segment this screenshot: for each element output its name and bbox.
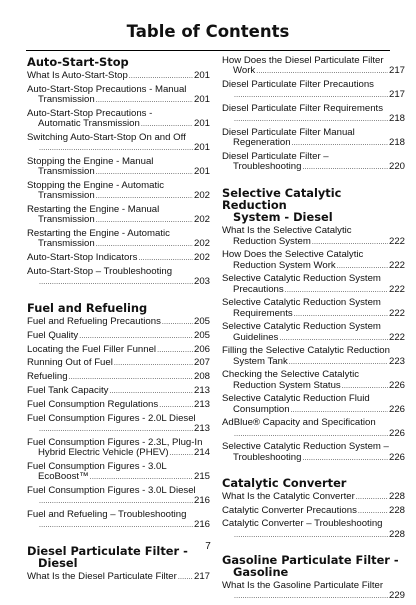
entry-page-number: 201 — [193, 118, 210, 129]
entry-page-number: 218 — [388, 137, 405, 149]
section-heading-line: Gasoline — [233, 564, 289, 579]
toc-entry[interactable] — [27, 267, 210, 288]
entry-leader-row — [27, 448, 210, 459]
entry-title-line: Auto-Start-Stop Precautions - — [27, 107, 153, 119]
section-heading-line: Catalytic Converter — [222, 475, 347, 490]
entry-title-line: Reduction System Work — [233, 259, 336, 271]
dot-leader — [69, 373, 193, 383]
entry-leader-row — [27, 239, 210, 250]
entry-title-line: System Tank — [233, 355, 288, 367]
entry-leader-row — [27, 253, 210, 264]
toc-entry[interactable] — [222, 80, 405, 101]
dot-leader — [39, 425, 193, 435]
dot-leader — [234, 91, 388, 101]
entry-title-line: Troubleshooting — [233, 451, 302, 463]
entry-title-line: Restarting the Engine - Automatic — [27, 227, 170, 239]
entry-title-line: Locating the Fuel Filler Funnel — [27, 343, 157, 355]
entry-page-number: 217 — [388, 89, 405, 101]
entry-title-line: Diesel Particulate Filter – — [222, 151, 329, 162]
entry-page-number: 218 — [388, 113, 405, 125]
section-heading-line: Fuel and Refueling — [27, 301, 148, 315]
entry-leader-row — [27, 215, 210, 226]
dot-leader — [159, 401, 193, 411]
toc-entry[interactable] — [222, 346, 405, 367]
entry-leader-row — [222, 138, 405, 149]
entry-leader-row — [222, 114, 405, 125]
entry-title-line: Refueling — [27, 371, 68, 383]
entry-title-line: Fuel Consumption Figures - 2.3L, Plug-In — [27, 436, 203, 448]
entry-leader-row — [27, 71, 210, 82]
entry-page-number: 222 — [388, 283, 405, 295]
toc-entry[interactable] — [27, 438, 210, 459]
dot-leader — [170, 449, 193, 459]
toc-entry[interactable] — [222, 152, 405, 173]
toc-entry[interactable] — [27, 157, 210, 178]
entry-page-number: 229 — [388, 590, 405, 602]
entry-title-line: Work — [233, 65, 256, 77]
entry-title-line: Automatic Transmission — [38, 118, 140, 129]
entry-page-number: 202 — [193, 251, 210, 263]
entry-page-number: 203 — [193, 275, 210, 287]
dot-leader — [96, 216, 193, 226]
entry-page-number: 214 — [193, 446, 210, 458]
entry-leader-row — [27, 472, 210, 483]
entry-title-line: What Is the Diesel Particulate Filter — [27, 570, 177, 582]
entry-leader-row — [222, 357, 405, 368]
entry-page-number: 223 — [388, 355, 405, 367]
section-heading — [222, 477, 405, 489]
entry-leader-row — [27, 331, 210, 342]
toc-section — [222, 477, 405, 541]
entry-title-line: Diesel Particulate Filter Manual — [222, 127, 355, 138]
toc-entry[interactable] — [27, 253, 210, 264]
toc-entry[interactable] — [222, 418, 405, 439]
entry-title-line: Fuel Tank Capacity — [27, 384, 109, 396]
entry-title-line: Fuel Consumption Figures - 2.0L Diesel — [27, 412, 196, 424]
entry-leader-row — [222, 285, 405, 296]
entry-page-number: 222 — [388, 235, 405, 247]
entry-title-line: Filling the Selective Catalytic Reduction — [222, 345, 390, 357]
dot-leader — [234, 531, 388, 541]
dot-leader — [114, 359, 193, 369]
entry-page-number: 213 — [193, 398, 210, 410]
entry-page-number: 206 — [193, 343, 210, 355]
title-divider — [26, 50, 390, 51]
entry-title-line: Transmission — [38, 238, 95, 249]
entry-leader-row — [27, 400, 210, 411]
toc-entry[interactable] — [27, 331, 210, 342]
entry-title-line: Stopping the Engine - Manual — [27, 155, 154, 167]
entry-page-number: 226 — [388, 379, 405, 391]
entry-page-number: 222 — [388, 259, 405, 271]
entry-page-number: 226 — [388, 427, 405, 439]
entry-title-line: What Is Auto-Start-Stop — [27, 70, 128, 81]
toc-entry[interactable] — [222, 250, 405, 271]
dot-leader — [256, 67, 388, 77]
entry-leader-row — [222, 530, 405, 541]
toc-left-column — [27, 56, 210, 586]
entry-title-line: Reduction System — [233, 235, 311, 247]
entry-page-number: 213 — [193, 422, 210, 434]
dot-leader — [96, 240, 193, 250]
entry-title-line: Transmission — [38, 190, 95, 201]
entry-title-line: Stopping the Engine - Automatic — [27, 179, 165, 191]
entry-page-number: 201 — [193, 142, 210, 153]
entry-title-line: How Does the Diesel Particulate Filter — [222, 55, 384, 66]
entry-leader-row — [27, 95, 210, 106]
toc-entry[interactable] — [27, 205, 210, 226]
toc-entry[interactable] — [27, 400, 210, 411]
toc-entry[interactable] — [27, 181, 210, 202]
entry-page-number: 202 — [193, 190, 210, 201]
dot-leader — [157, 346, 193, 356]
entry-leader-row — [27, 191, 210, 202]
entry-page-number: 217 — [193, 570, 210, 582]
toc-entry[interactable] — [27, 386, 210, 397]
entry-leader-row — [27, 520, 210, 531]
entry-leader-row — [27, 119, 210, 130]
entry-title-line: Transmission — [38, 94, 95, 105]
entry-title-line: Fuel Quality — [27, 329, 79, 341]
section-heading — [27, 56, 210, 68]
dot-leader — [356, 493, 388, 503]
dot-leader — [302, 454, 388, 464]
entry-page-number: 208 — [193, 371, 210, 383]
dot-leader — [141, 120, 193, 130]
dot-leader — [109, 387, 193, 397]
toc-entry[interactable] — [222, 128, 405, 149]
toc-entry[interactable] — [222, 370, 405, 391]
entry-title-line: What Is the Catalytic Converter — [222, 490, 355, 502]
entry-title-line: Requirements — [233, 307, 293, 319]
section-heading-line: Diesel — [38, 555, 78, 570]
entry-page-number: 222 — [388, 331, 405, 343]
toc-entry[interactable] — [27, 229, 210, 250]
entry-leader-row — [222, 309, 405, 320]
entry-title-line: Fuel Consumption Regulations — [27, 398, 159, 410]
entry-title-line: Auto-Start-Stop – Troubleshooting — [27, 265, 173, 277]
entry-leader-row — [27, 424, 210, 435]
dot-leader — [39, 497, 193, 507]
entry-title-line: Fuel and Refueling – Troubleshooting — [27, 508, 187, 520]
entry-title-line: What Is the Gasoline Particulate Filter — [222, 579, 384, 591]
section-heading-line: Selective Catalytic Reduction — [222, 186, 342, 213]
dot-leader — [358, 507, 388, 517]
entry-title-line: Consumption — [233, 403, 290, 415]
entry-leader-row — [222, 506, 405, 517]
entry-title-line: Reduction System Status — [233, 379, 341, 391]
entry-page-number: 207 — [193, 357, 210, 369]
entry-page-number: 222 — [388, 307, 405, 319]
entry-title-line: Troubleshooting — [233, 161, 302, 173]
entry-page-number: 228 — [388, 528, 405, 540]
entry-leader-row — [27, 167, 210, 178]
entry-title-line: Selective Catalytic Reduction System — [222, 273, 381, 285]
entry-leader-row — [27, 345, 210, 356]
entry-title-line: Selective Catalytic Reduction System — [222, 297, 381, 309]
dot-leader — [312, 238, 388, 248]
entry-title-line: Catalytic Converter Precautions — [222, 504, 357, 516]
entry-leader-row — [222, 429, 405, 440]
entry-page-number: 205 — [193, 329, 210, 341]
section-heading-line: System - Diesel — [233, 210, 333, 225]
section-heading-line: Auto-Start-Stop — [27, 55, 129, 69]
toc-section — [222, 554, 405, 602]
entry-title-line: Diesel Particulate Filter Requirements — [222, 103, 384, 114]
toc-entry[interactable] — [222, 519, 405, 540]
entry-page-number: 202 — [193, 214, 210, 225]
dot-leader — [302, 163, 388, 173]
dot-leader — [129, 72, 193, 82]
dot-leader — [342, 382, 388, 392]
entry-page-number: 228 — [388, 490, 405, 502]
toc-entry[interactable] — [222, 274, 405, 295]
entry-title-line: Precautions — [233, 283, 284, 295]
toc-entry[interactable] — [222, 226, 405, 247]
entry-leader-row — [222, 492, 405, 503]
entry-page-number: 201 — [193, 94, 210, 105]
entry-page-number: 216 — [193, 518, 210, 530]
toc-entry[interactable] — [27, 486, 210, 507]
toc-entry[interactable] — [222, 104, 405, 125]
section-heading — [222, 187, 405, 223]
toc-entry[interactable] — [222, 581, 405, 602]
dot-leader — [285, 286, 388, 296]
toc-entry[interactable] — [222, 322, 405, 343]
entry-leader-row — [27, 386, 210, 397]
dot-leader — [294, 310, 388, 320]
entry-title-line: Guidelines — [233, 331, 279, 343]
entry-leader-row — [222, 261, 405, 272]
entry-page-number: 215 — [193, 470, 210, 482]
toc-entry[interactable] — [27, 71, 210, 82]
entry-leader-row — [222, 162, 405, 173]
entry-leader-row — [27, 317, 210, 328]
entry-page-number: 226 — [388, 403, 405, 415]
entry-title-line: Selective Catalytic Reduction System — [222, 321, 381, 333]
toc-entry[interactable] — [27, 510, 210, 531]
dot-leader — [234, 592, 388, 602]
entry-leader-row — [27, 496, 210, 507]
entry-title-line: Auto-Start-Stop Indicators — [27, 251, 138, 263]
toc-section — [222, 187, 405, 463]
entry-leader-row — [222, 453, 405, 464]
page-number: 7 — [205, 541, 211, 552]
toc-entry[interactable] — [27, 109, 210, 130]
entry-leader-row — [222, 405, 405, 416]
entry-page-number: 220 — [388, 161, 405, 173]
entry-leader-row — [27, 572, 210, 583]
page-title: Table of Contents — [126, 22, 290, 41]
toc-entry[interactable] — [222, 394, 405, 415]
entry-page-number: 217 — [388, 65, 405, 77]
entry-leader-row — [222, 237, 405, 248]
entry-page-number: 202 — [193, 238, 210, 249]
entry-title-line: Checking the Selective Catalytic — [222, 369, 360, 381]
entry-title-line: AdBlue® Capacity and Specification — [222, 417, 376, 429]
dot-leader — [96, 192, 193, 202]
entry-leader-row — [222, 90, 405, 101]
entry-page-number: 201 — [193, 166, 210, 177]
toc-entry[interactable] — [27, 572, 210, 583]
toc-entry[interactable] — [27, 317, 210, 328]
entry-title-line: EcoBoost™ — [38, 470, 89, 482]
section-heading-line: Gasoline Particulate Filter - — [222, 552, 399, 567]
entry-title-line: Selective Catalytic Reduction Fluid — [222, 393, 370, 405]
entry-title-line: What Is the Selective Catalytic — [222, 225, 352, 237]
entry-title-line: Transmission — [38, 166, 95, 177]
toc-entry[interactable] — [222, 506, 405, 517]
toc-entry[interactable] — [27, 462, 210, 483]
entry-leader-row — [27, 277, 210, 288]
dot-leader — [289, 358, 388, 368]
dot-leader — [96, 168, 193, 178]
dot-leader — [234, 430, 388, 440]
entry-title-line: Regeneration — [233, 137, 291, 149]
entry-title-line: Fuel Consumption Figures - 3.0L Diesel — [27, 484, 196, 496]
dot-leader — [90, 473, 193, 483]
dot-leader — [79, 332, 193, 342]
section-heading — [27, 302, 210, 314]
toc-entry[interactable] — [27, 133, 210, 154]
toc-entry[interactable] — [27, 372, 210, 383]
dot-leader — [291, 406, 388, 416]
entry-page-number: 201 — [193, 70, 210, 81]
entry-title-line: Running Out of Fuel — [27, 357, 113, 369]
toc-section — [27, 302, 210, 531]
toc-entry[interactable] — [222, 492, 405, 503]
dot-leader — [337, 262, 388, 272]
toc-entry[interactable] — [222, 298, 405, 319]
entry-title-line: Fuel and Refueling Precautions — [27, 316, 161, 327]
entry-page-number: 205 — [193, 316, 210, 327]
dot-leader — [138, 254, 193, 264]
entry-title-line: Auto-Start-Stop Precautions - Manual — [27, 83, 187, 95]
dot-leader — [292, 139, 388, 149]
dot-leader — [279, 334, 388, 344]
entry-title-line: Hybrid Electric Vehicle (PHEV) — [38, 446, 169, 458]
toc-entry[interactable] — [27, 414, 210, 435]
entry-leader-row — [222, 333, 405, 344]
section-heading — [222, 554, 405, 578]
toc-right-column — [222, 56, 405, 605]
dot-leader — [39, 144, 193, 154]
entry-page-number: 216 — [193, 494, 210, 506]
entry-title-line: Transmission — [38, 214, 95, 225]
entry-title-line: Diesel Particulate Filter Precautions — [222, 79, 374, 90]
entry-title-line: Selective Catalytic Reduction System – — [222, 441, 389, 453]
entry-page-number: 213 — [193, 384, 210, 396]
entry-title-line: How Does the Selective Catalytic — [222, 249, 364, 261]
toc-section — [27, 56, 210, 288]
dot-leader — [39, 521, 193, 531]
dot-leader — [234, 115, 388, 125]
toc-entry[interactable] — [222, 56, 405, 77]
entry-leader-row — [27, 358, 210, 369]
toc-entry[interactable] — [27, 358, 210, 369]
entry-leader-row — [27, 143, 210, 154]
entry-title-line: Switching Auto-Start-Stop On and Off — [27, 131, 186, 143]
toc-entry[interactable] — [222, 442, 405, 463]
entry-title-line: Fuel Consumption Figures - 3.0L — [27, 460, 167, 472]
entry-title-line: Catalytic Converter – Troubleshooting — [222, 518, 383, 530]
dot-leader — [39, 278, 193, 288]
entry-leader-row — [222, 591, 405, 602]
entry-page-number: 226 — [388, 451, 405, 463]
toc-entry[interactable] — [27, 345, 210, 356]
entry-leader-row — [222, 381, 405, 392]
entry-leader-row — [27, 372, 210, 383]
toc-entry[interactable] — [27, 85, 210, 106]
dot-leader — [162, 318, 193, 328]
entry-title-line: Restarting the Engine - Manual — [27, 203, 160, 215]
toc-section — [222, 56, 405, 173]
dot-leader — [178, 573, 193, 583]
entry-leader-row — [222, 66, 405, 77]
dot-leader — [96, 96, 193, 106]
section-heading-line: Diesel Particulate Filter - — [27, 543, 188, 558]
entry-page-number: 228 — [388, 504, 405, 516]
